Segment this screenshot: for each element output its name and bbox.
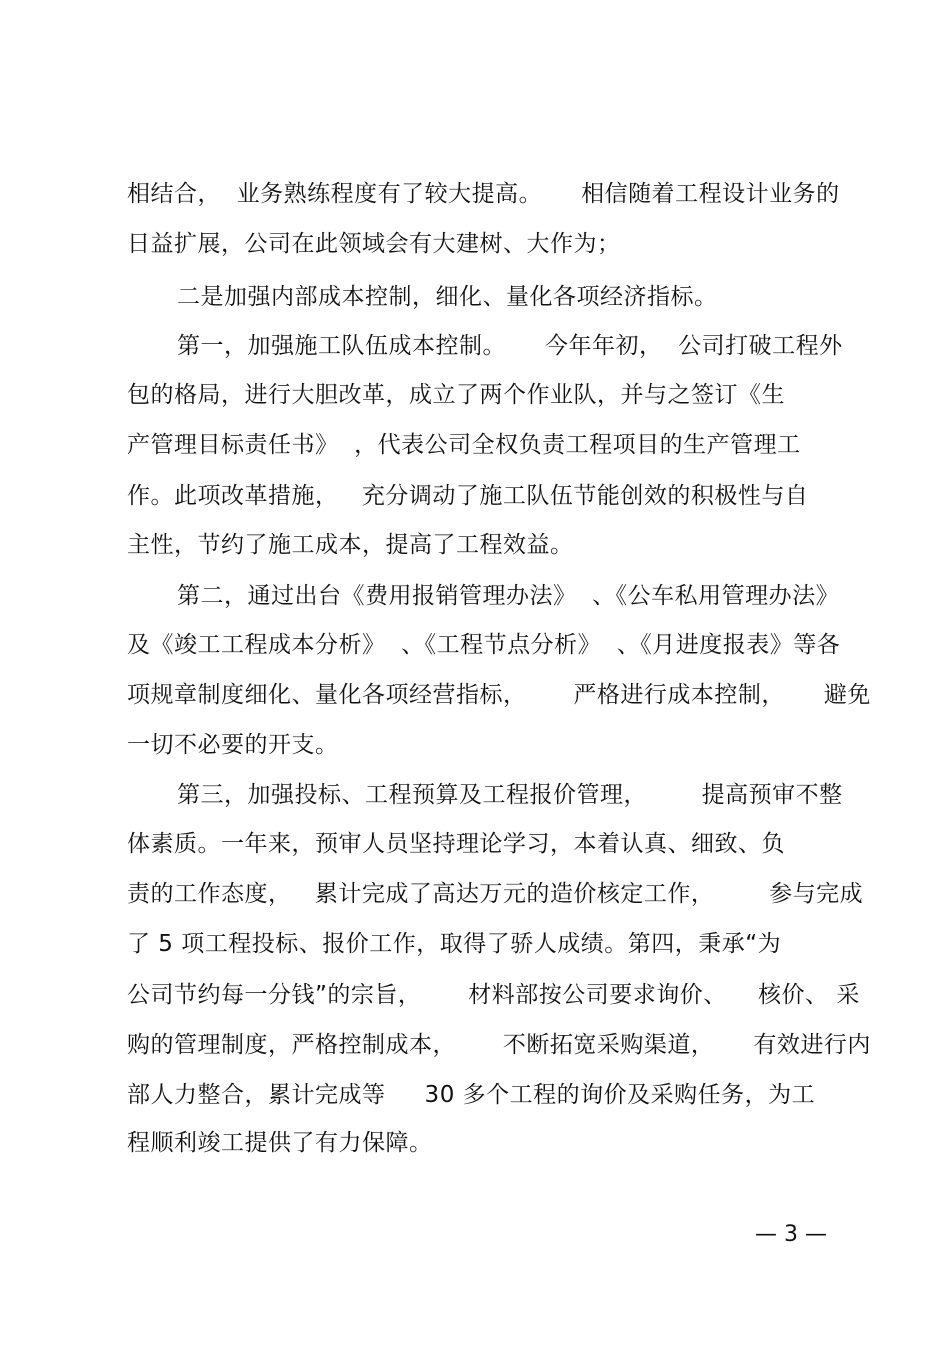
body-text-line: 作。此项改革措施， 充分调动了施工队伍节能创效的积极性与自	[127, 483, 809, 509]
page-number: — 3 —	[755, 1222, 827, 1247]
body-text-line: 一切不必要的开支。	[127, 732, 339, 758]
body-text-line: 项规章制度细化、量化各项经营指标， 严格进行成本控制， 避免	[127, 682, 871, 708]
body-text-line: 公司节约每一分钱”的宗旨， 材料部按公司要求询价、 核价、 采	[127, 982, 860, 1008]
body-text-line: 主性，节约了施工成本，提高了工程效益。	[127, 532, 574, 558]
body-text-line: 产管理目标责任书》 ，代表公司全权负责工程项目的生产管理工	[127, 432, 801, 458]
body-text-line: 责的工作态度， 累计完成了高达万元的造价核定工作， 参与完成	[127, 881, 864, 907]
body-text-line: 第三，加强投标、工程预算及工程报价管理， 提高预审不整	[177, 782, 843, 808]
body-text-line: 及《竣工工程成本分析》 、《工程节点分析》 、《月进度报表》等各	[127, 632, 841, 658]
paragraph-heading: 二是加强内部成本控制，细化、量化各项经济指标。	[177, 284, 718, 310]
body-text-line: 体素质。一年来，预审人员坚持理论学习，本着认真、细致、负	[127, 831, 785, 857]
body-text-line: 第二，通过出台《费用报销管理办法》 、《公车私用管理办法》	[177, 583, 840, 609]
body-text-line: 日益扩展，公司在此领域会有大建树、大作为；	[127, 231, 621, 257]
body-text-line: 部人力整合，累计完成等 30 多个工程的询价及采购任务，为工	[127, 1082, 816, 1108]
body-text-line: 相结合， 业务熟练程度有了较大提高。 相信随着工程设计业务的	[127, 181, 840, 207]
body-text-line: 程顺利竣工提供了有力保障。	[127, 1130, 433, 1156]
body-text-line: 购的管理制度，严格控制成本， 不断拓宽采购渠道， 有效进行内	[127, 1032, 871, 1058]
body-text-line: 第一，加强施工队伍成本控制。 今年年初， 公司打破工程外	[177, 333, 843, 359]
body-text-line: 了 5 项工程投标、报价工作，取得了骄人成绩。第四，秉承“为	[127, 931, 782, 957]
body-text-line: 包的格局，进行大胆改革，成立了两个作业队，并与之签订《生	[127, 382, 785, 408]
